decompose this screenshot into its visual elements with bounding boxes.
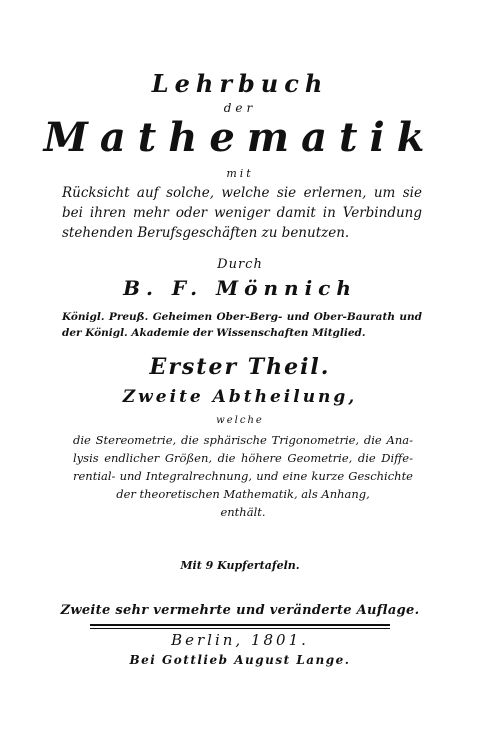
place-and-year: Berlin, 1801.: [171, 631, 309, 649]
contents-intro: welche: [216, 415, 264, 426]
contents-line: die Stereometrie, die sphärische Trigonometrie, die Ana-: [73, 433, 413, 447]
publisher: Bei Gottlieb August Lange.: [129, 653, 351, 667]
contents-line: lysis endlicher Größen, die höhere Geometrie, die Diffe-: [73, 451, 413, 465]
subtitle-mit: mit: [226, 167, 254, 180]
edition-statement: Zweite sehr vermehrte und veränderte Auflage.: [60, 603, 420, 618]
title-mathematik: Mathematik: [43, 114, 437, 161]
credentials-line: der Königl. Akademie der Wissenschaften Mitglied.: [62, 327, 366, 339]
contents-line: der theoretischen Mathematik, als Anhang,: [116, 487, 370, 501]
credentials-line: Königl. Preuß. Geheimen Ober-Berg- und Ober-Baurath und: [62, 311, 422, 323]
author-name: B. F. Mönnich: [123, 276, 357, 300]
by-line: Durch: [217, 257, 263, 272]
author-credentials: [62, 309, 422, 341]
imprint-rule: [90, 624, 390, 629]
contents-line: rential- und Integralrechnung, und eine kurze Geschichte: [73, 469, 413, 483]
description-line: Rücksicht auf solche, welche sie erlernen, um sie: [62, 185, 422, 201]
part-heading: Erster Theil.: [149, 354, 331, 380]
section-heading: Zweite Abtheilung,: [122, 387, 358, 407]
contents-line: enthält.: [220, 505, 266, 519]
title-der: der: [223, 101, 257, 115]
plates-note: Mit 9 Kupfertafeln.: [180, 559, 300, 572]
title-lehrbuch: Lehrbuch: [151, 69, 329, 98]
contents-description: [73, 431, 413, 521]
description-line: stehenden Berufsgeschäften zu benutzen.: [62, 225, 350, 241]
description-line: bei ihren mehr oder weniger damit in Verbindung: [62, 205, 422, 221]
subtitle-description: [62, 183, 422, 243]
